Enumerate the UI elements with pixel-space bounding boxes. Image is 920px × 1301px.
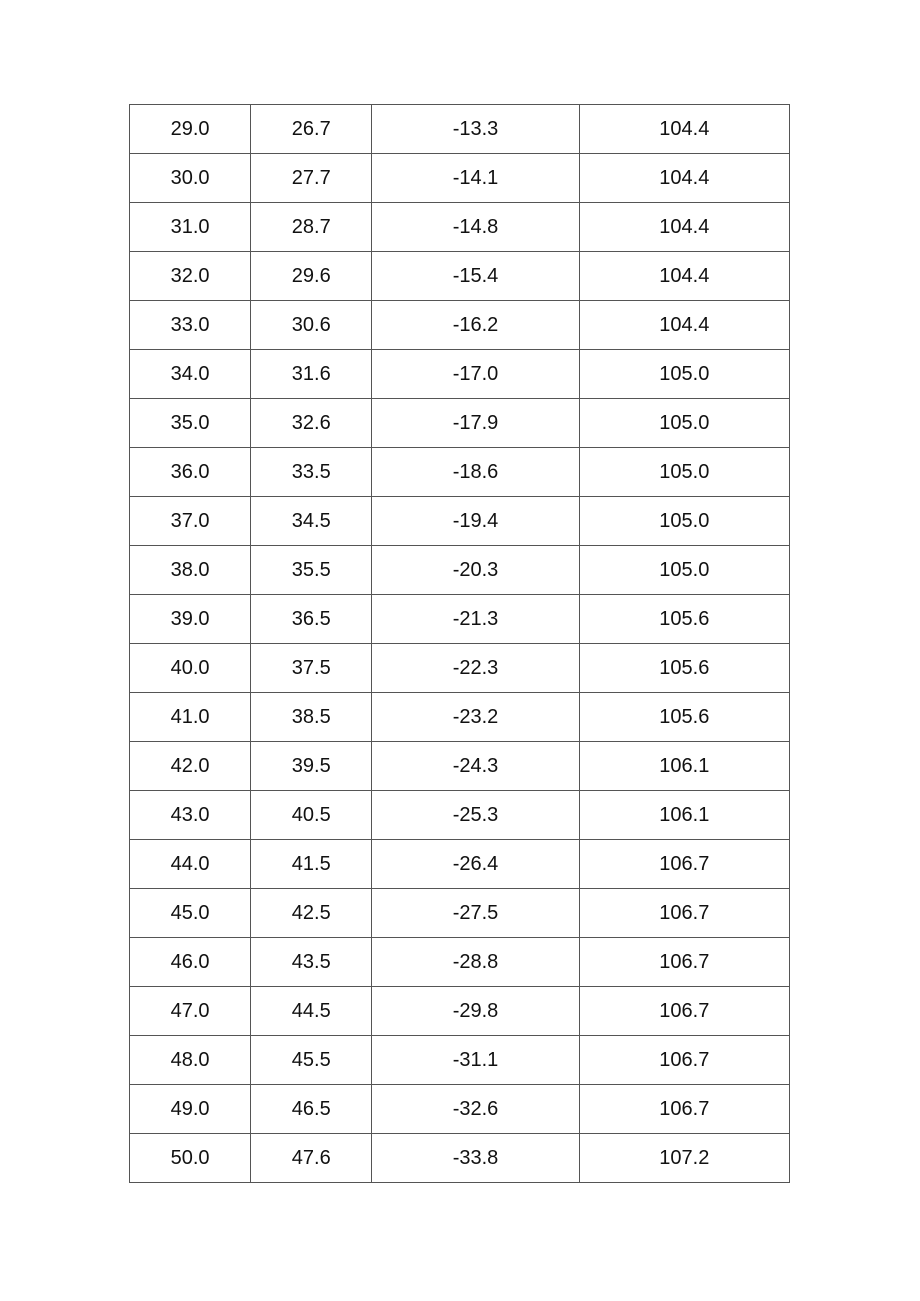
table-cell: -14.1 bbox=[372, 154, 579, 203]
table-cell: 27.7 bbox=[251, 154, 372, 203]
table-cell: 105.0 bbox=[579, 497, 789, 546]
table-cell: -27.5 bbox=[372, 889, 579, 938]
table-row bbox=[130, 546, 790, 595]
table-cell: 34.0 bbox=[130, 350, 251, 399]
table-row bbox=[130, 644, 790, 693]
table-cell: 34.5 bbox=[251, 497, 372, 546]
table-cell: 44.0 bbox=[130, 840, 251, 889]
table-cell: 30.0 bbox=[130, 154, 251, 203]
table-cell: 29.0 bbox=[130, 105, 251, 154]
table-row bbox=[130, 252, 790, 301]
table-cell: 38.0 bbox=[130, 546, 251, 595]
table-cell: 35.0 bbox=[130, 399, 251, 448]
table-cell: 105.6 bbox=[579, 644, 789, 693]
table-cell: -25.3 bbox=[372, 791, 579, 840]
table-row bbox=[130, 399, 790, 448]
table-row bbox=[130, 595, 790, 644]
table-cell: 31.0 bbox=[130, 203, 251, 252]
table-cell: 36.5 bbox=[251, 595, 372, 644]
table-cell: 104.4 bbox=[579, 252, 789, 301]
table-cell: 44.5 bbox=[251, 987, 372, 1036]
table-cell: 39.5 bbox=[251, 742, 372, 791]
table-cell: -19.4 bbox=[372, 497, 579, 546]
table-cell: 32.6 bbox=[251, 399, 372, 448]
table-cell: 46.5 bbox=[251, 1085, 372, 1134]
table-cell: 48.0 bbox=[130, 1036, 251, 1085]
table-row bbox=[130, 1036, 790, 1085]
table-cell: 105.6 bbox=[579, 693, 789, 742]
table-cell: 106.7 bbox=[579, 1036, 789, 1085]
table-cell: -18.6 bbox=[372, 448, 579, 497]
table-cell: 105.0 bbox=[579, 350, 789, 399]
table-cell: -17.0 bbox=[372, 350, 579, 399]
table-cell: 43.0 bbox=[130, 791, 251, 840]
table-cell: -14.8 bbox=[372, 203, 579, 252]
table-row bbox=[130, 301, 790, 350]
table-cell: 29.6 bbox=[251, 252, 372, 301]
table-row bbox=[130, 497, 790, 546]
table-cell: 104.4 bbox=[579, 301, 789, 350]
table-cell: -32.6 bbox=[372, 1085, 579, 1134]
table-cell: 105.0 bbox=[579, 448, 789, 497]
table-cell: -13.3 bbox=[372, 105, 579, 154]
table-cell: -16.2 bbox=[372, 301, 579, 350]
table-row bbox=[130, 693, 790, 742]
table-cell: 33.5 bbox=[251, 448, 372, 497]
table-row bbox=[130, 203, 790, 252]
table-cell: 41.5 bbox=[251, 840, 372, 889]
table-cell: 36.0 bbox=[130, 448, 251, 497]
table-cell: 106.7 bbox=[579, 840, 789, 889]
table-cell: 104.4 bbox=[579, 203, 789, 252]
table-cell: -20.3 bbox=[372, 546, 579, 595]
table-cell: -29.8 bbox=[372, 987, 579, 1036]
table-row bbox=[130, 350, 790, 399]
table-cell: 49.0 bbox=[130, 1085, 251, 1134]
table-cell: 39.0 bbox=[130, 595, 251, 644]
table-cell: 40.5 bbox=[251, 791, 372, 840]
table-cell: 38.5 bbox=[251, 693, 372, 742]
table-cell: 47.0 bbox=[130, 987, 251, 1036]
table-cell: 30.6 bbox=[251, 301, 372, 350]
table-row bbox=[130, 1134, 790, 1183]
table-cell: 106.1 bbox=[579, 742, 789, 791]
table-row bbox=[130, 105, 790, 154]
table-cell: -21.3 bbox=[372, 595, 579, 644]
table-cell: 42.0 bbox=[130, 742, 251, 791]
table-cell: 28.7 bbox=[251, 203, 372, 252]
table-cell: 106.1 bbox=[579, 791, 789, 840]
table-row bbox=[130, 791, 790, 840]
table-row bbox=[130, 742, 790, 791]
table-cell: 106.7 bbox=[579, 1085, 789, 1134]
table-row bbox=[130, 938, 790, 987]
data-table bbox=[129, 104, 790, 1183]
table-cell: 104.4 bbox=[579, 154, 789, 203]
table-cell: 43.5 bbox=[251, 938, 372, 987]
table-cell: -17.9 bbox=[372, 399, 579, 448]
table-cell: 35.5 bbox=[251, 546, 372, 595]
table-cell: 105.0 bbox=[579, 399, 789, 448]
table-row bbox=[130, 154, 790, 203]
table-cell: 41.0 bbox=[130, 693, 251, 742]
table-cell: -28.8 bbox=[372, 938, 579, 987]
table-cell: 45.0 bbox=[130, 889, 251, 938]
table-body bbox=[130, 105, 790, 1183]
table-cell: 107.2 bbox=[579, 1134, 789, 1183]
table-cell: -31.1 bbox=[372, 1036, 579, 1085]
table-row bbox=[130, 1085, 790, 1134]
table-row bbox=[130, 889, 790, 938]
table-cell: 45.5 bbox=[251, 1036, 372, 1085]
table-cell: 33.0 bbox=[130, 301, 251, 350]
table-cell: 40.0 bbox=[130, 644, 251, 693]
table-cell: 42.5 bbox=[251, 889, 372, 938]
table-cell: -33.8 bbox=[372, 1134, 579, 1183]
table-cell: -23.2 bbox=[372, 693, 579, 742]
table-cell: 106.7 bbox=[579, 987, 789, 1036]
table-cell: -22.3 bbox=[372, 644, 579, 693]
table-row bbox=[130, 448, 790, 497]
table-cell: 47.6 bbox=[251, 1134, 372, 1183]
table-cell: 37.5 bbox=[251, 644, 372, 693]
table-cell: 37.0 bbox=[130, 497, 251, 546]
table-cell: 106.7 bbox=[579, 889, 789, 938]
table-cell: 105.0 bbox=[579, 546, 789, 595]
table-cell: 26.7 bbox=[251, 105, 372, 154]
table-cell: 31.6 bbox=[251, 350, 372, 399]
table-cell: 106.7 bbox=[579, 938, 789, 987]
table-row bbox=[130, 987, 790, 1036]
table-cell: 32.0 bbox=[130, 252, 251, 301]
table-row bbox=[130, 840, 790, 889]
table-cell: -24.3 bbox=[372, 742, 579, 791]
table-cell: 50.0 bbox=[130, 1134, 251, 1183]
table-cell: 46.0 bbox=[130, 938, 251, 987]
table-cell: 105.6 bbox=[579, 595, 789, 644]
table-cell: -26.4 bbox=[372, 840, 579, 889]
table-cell: 104.4 bbox=[579, 105, 789, 154]
table-cell: -15.4 bbox=[372, 252, 579, 301]
